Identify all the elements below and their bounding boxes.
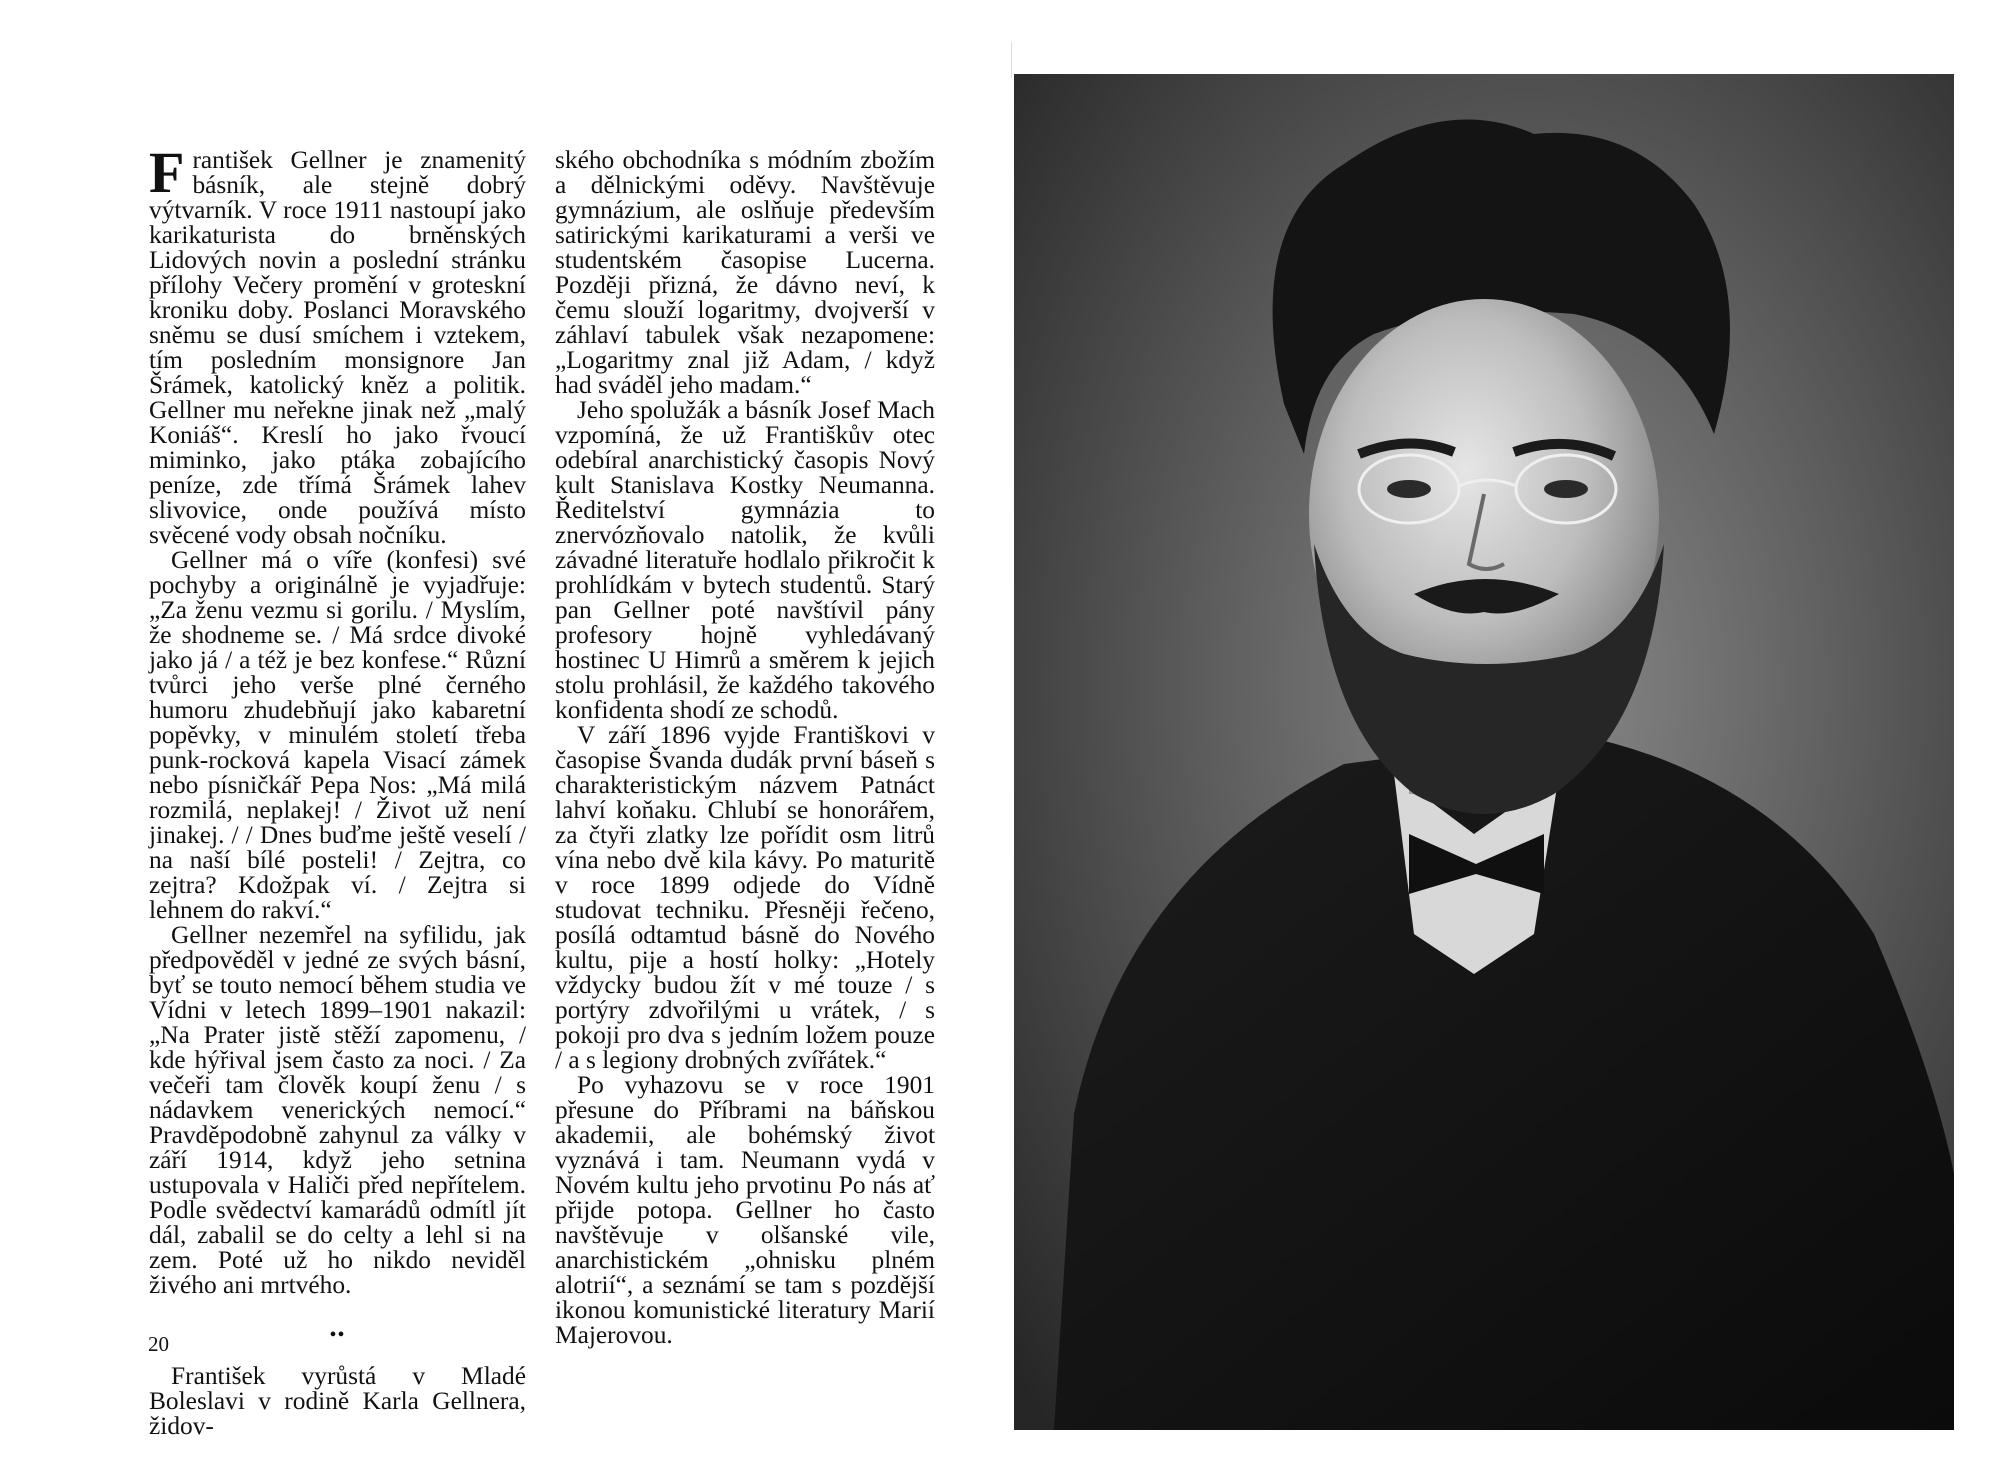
text-column-left (149, 140, 526, 1440)
text-column-middle (555, 148, 935, 1348)
portrait-photo (1014, 74, 1954, 1430)
paragraph-5: ského obchodníka s módním zbožím a dělnickými oděvy. Navštěvuje gymnázium, ale oslňuje především satirickými karikaturami a verši ve studentském časopise Lucerna. Později přizná, že dávno neví, k čemu slouží logaritmy, dvojverší v záhlaví tabulek však nezapomene: „Logaritmy znal již Adam, / když had sváděl jeho madam.“ (555, 146, 935, 399)
paragraph-1 (149, 140, 526, 549)
gutter-divider (1011, 42, 1012, 78)
paragraph-2: Gellner má o víře (konfesi) své pochyby a originálně je vyjadřuje: „Za ženu vezmu si gorilu. / Myslím, že shodneme se. / Má srdce divoké jako já / a též je bez konfese.“ Různí tvůrci jeho verše plné černého humoru zhudebňují jako kabaretní popěvky, v minulém století třeba punk-rocková kapela Visací zámek nebo písničkář Pepa Nos: „Má milá rozmilá, neplakej! / Život už není jinakej. / / Dnes buďme ještě veselí / na naší bílé posteli! / Zejtra, co zejtra? Kdožpak ví. / Zejtra si lehnem do rakví.“ (149, 546, 526, 924)
paragraph-8: Po vyhazovu se v roce 1901 přesune do Příbrami na báňskou akademii, ale bohémský život vyznává i tam. Neumann vydá v Novém kultu jeho prvotinu Po nás ať přijde potopa. Gellner ho často navštěvuje v olšanské vile, anarchistickém „ohnisku plném alotrií“, a seznámí se tam s pozdější ikonou komunistické literatury Marií Majerovou. (555, 1071, 935, 1349)
paragraph-7: V září 1896 vyjde Františkovi v časopise Švanda dudák první báseň s charakteristickým názvem Patnáct lahví koňaku. Chlubí se honorářem, za čtyři zlatky lze pořídit osm litrů vína nebo dvě kila kávy. Po maturitě v roce 1899 odjede do Vídně studovat techniku. Přesněji řečeno, posílá odtamtud básně do Nového kultu, pije a hostí holky: „Hotely vždycky budou žít v mé touze / s portýry zdvořilými u vrátek, / s pokoji pro dva s jedním ložem pouze / a s legiony drobných zvířátek.“ (555, 721, 935, 1074)
paragraph-3: Gellner nezemřel na syfilidu, jak předpověděl v jedné ze svých básní, byť se touto nemocí během studia ve Vídni v letech 1899–1901 nakazil: „Na Prater jistě stěží zapomenu, / kde hýřival jsem často za noci. / Za večeři tam člověk koupí ženu / s nádavkem venerických nemocí.“ Pravděpodobně zahynul za války v září 1914, když jeho setnina ustupovala v Haliči před nepřítelem. Podle svědectví kamarádů odmítl jít dál, zabalil se do celty a lehl si na zem. Poté už ho nikdo neviděl živého ani mrtvého. (149, 921, 526, 1299)
page-number: 20 (148, 1332, 169, 1356)
paragraph-4: František vyrůstá v Mladé Boleslavi v rodině Karla Gellnera, židov- (149, 1362, 526, 1440)
drop-cap: F (149, 140, 185, 205)
section-ornament: •• (329, 1324, 346, 1346)
paragraph-1-text: rantišek Gellner je znamenitý básník, ale stejně dobrý výtvarník. V roce 1911 nastoupí jako karikaturista do brněnských Lidových novin a poslední stránku přílohy Večery promění v groteskní kroniku doby. Poslanci Moravského sněmu se dusí smíchem i vztekem, tím posledním monsignore Jan Šrámek, katolický kněz a politik. Gellner mu neřekne jinak než „malý Koniáš“. Kreslí ho jako řvoucí miminko, jako ptáka zobajícího peníze, zde třímá Šrámek lahev slivovice, onde používá místo svěcené vody obsah nočníku. (149, 146, 526, 549)
paragraph-6: Jeho spolužák a básník Josef Mach vzpomíná, že už Františkův otec odebíral anarchistický časopis Nový kult Stanislava Kostky Neumanna. Ředitelství gymnázia to znervózňovalo natolik, že kvůli závadné literatuře hodlalo přikročit k prohlídkám v bytech studentů. Starý pan Gellner poté navštívil pány profesory hojně vyhledávaný hostinec U Himrů a směrem k jejich stolu prohlásil, že každého takového konfidenta shodí ze schodů. (555, 396, 935, 724)
